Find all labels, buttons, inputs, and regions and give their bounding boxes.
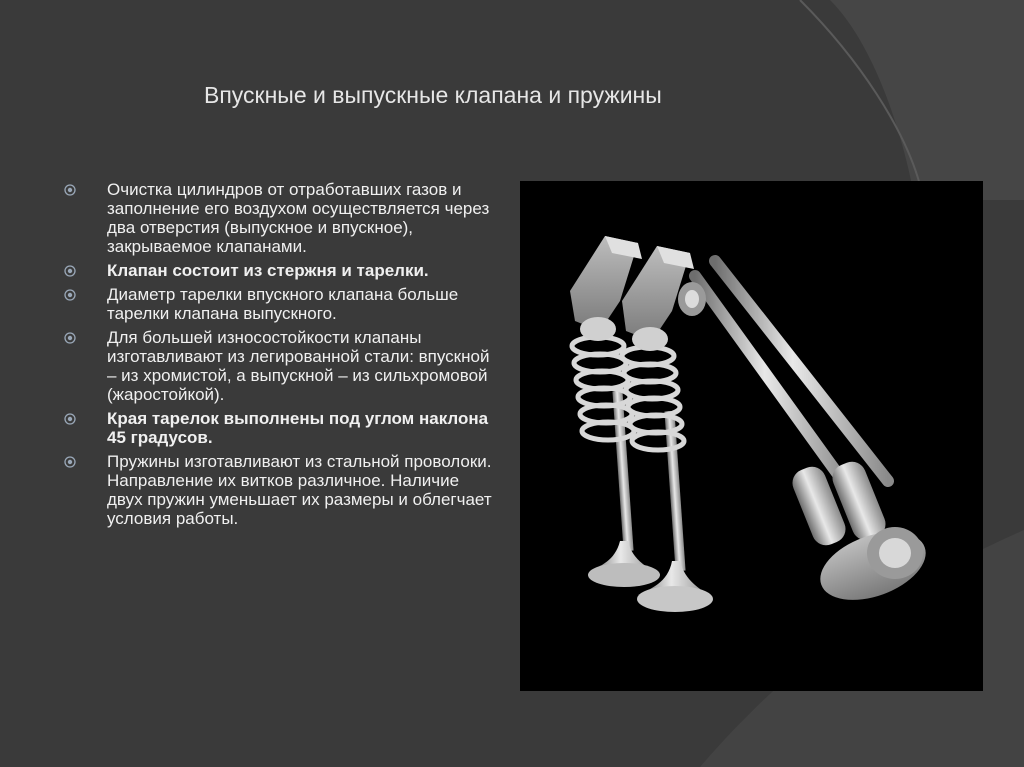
bullet-text: Очистка цилиндров от отработавших газов и заполнение его воздухом осуществляется через два отверстия (выпускное и впускное), закрываемое клапанами. — [107, 180, 490, 256]
bullet-item — [62, 452, 492, 528]
bullet-list — [62, 180, 492, 533]
circle-bullet-icon — [64, 456, 76, 468]
circle-bullet-icon — [64, 184, 76, 196]
bullet-item — [62, 285, 492, 323]
bullet-item — [62, 261, 492, 280]
slide-title: Впускные и выпускные клапана и пружины — [204, 82, 662, 108]
bullet-item — [62, 180, 492, 256]
bullet-item — [62, 409, 492, 447]
valve-illustration — [520, 181, 983, 691]
valves-springs-rocker-arms-icon — [520, 181, 983, 691]
circle-bullet-icon — [64, 332, 76, 344]
bullet-text: Клапан состоит из стержня и тарелки. — [107, 261, 429, 280]
bullet-text: Диаметр тарелки впускного клапана больше тарелки клапана выпускного. — [107, 285, 459, 323]
circle-bullet-icon — [64, 289, 76, 301]
circle-bullet-icon — [64, 265, 76, 277]
circle-bullet-icon — [64, 413, 76, 425]
bullet-item — [62, 328, 492, 404]
bullet-text: Пружины изготавливают из стальной проволоки. Направление их витков различное. Наличие двух пружин уменьшает их размеры и облегчает условия работы. — [107, 452, 492, 528]
bullet-text: Для большей износостойкости клапаны изготавливают из легированной стали: впускной – из хромистой, а выпускной – из сильхромовой (жаростойкой). — [107, 328, 490, 404]
bullet-text: Края тарелок выполнены под углом наклона 45 градусов. — [107, 409, 489, 447]
